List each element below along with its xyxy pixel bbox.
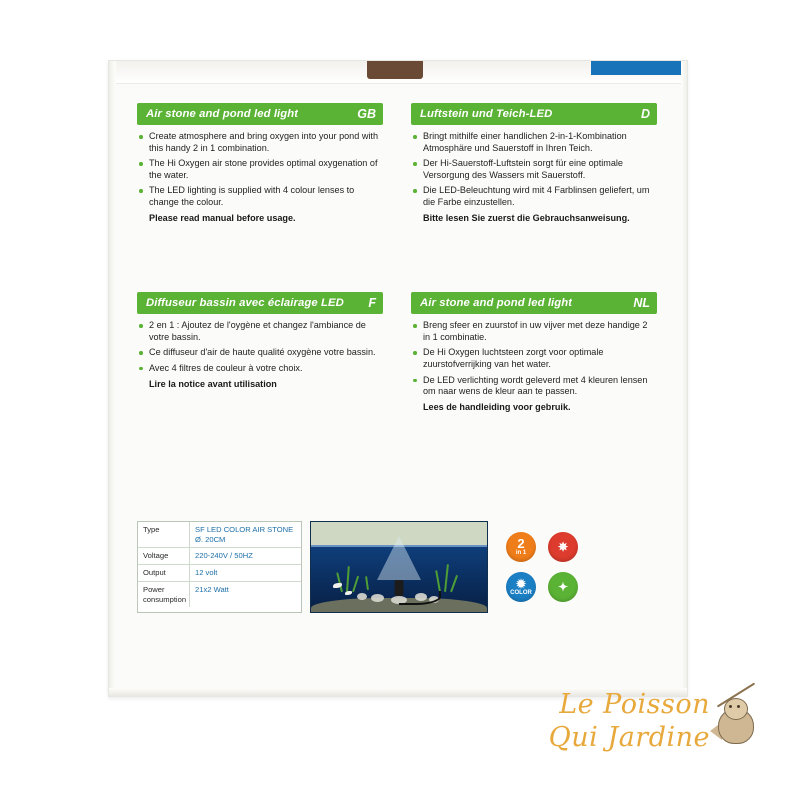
oxygen-badge: [548, 572, 578, 602]
panel-de-note: Bitte lesen Sie zuerst die Gebrauchsanweisung.: [423, 212, 630, 223]
badge-sub: in 1: [515, 550, 527, 556]
list-item: Bringt mithilfe einer handlichen 2-in-1-Kombination Atmosphäre und Sauerstoff in Ihren Teich.: [411, 131, 657, 154]
mascot-eye-left: [729, 705, 732, 708]
panel-fr-header: [137, 292, 383, 314]
spec-value: SF LED COLOR AIR STONE Ø. 20CM: [195, 525, 294, 544]
spec-key: Output: [138, 565, 190, 581]
spec-value: 220-240V / 50HZ: [195, 551, 253, 561]
fish-mascot-icon: [710, 692, 762, 756]
feature-badges: [498, 521, 648, 613]
stone-icon: [357, 593, 367, 600]
badge-value: ✵: [557, 540, 569, 554]
list-item: Die LED-Beleuchtung wird mit 4 Farblinsen geliefert, um die Farbe einzustellen.: [411, 185, 657, 208]
badge-sub: COLOR: [510, 589, 532, 596]
panel-nl-note: Lees de handleiding voor gebruik.: [423, 401, 571, 412]
color-lens-badge: [548, 532, 578, 562]
panel-de-header: [411, 103, 657, 125]
panel-fr-title: Diffuseur bassin avec éclairage LED: [146, 297, 344, 310]
color-change-badge: [506, 572, 536, 602]
panel-de-bullets: [411, 131, 657, 209]
panel-row-bottom: [137, 292, 657, 413]
list-item: De Hi Oxygen luchtsteen zorgt voor optimale zuurstofverrijking van het water.: [411, 347, 657, 370]
panel-gb-language-code: GB: [357, 107, 376, 121]
watermark-logo: [514, 684, 764, 776]
list-item: Breng sfeer en zuurstof in uw vijver met deze handige 2 in 1 combinatie.: [411, 320, 657, 343]
list-item: Der Hi-Sauerstoff-Luftstein sorgt für eine optimale Versorgung des Wassers mit Sauerstoff.: [411, 158, 657, 181]
bottom-info-strip: [137, 521, 657, 613]
box-right-edge: [681, 61, 687, 696]
spec-value: 12 volt: [195, 568, 218, 578]
list-item: 2 en 1 : Ajoutez de l'oygène et changez l'ambiance de votre bassin.: [137, 320, 383, 343]
panel-nl-header: [411, 292, 657, 314]
panel-gb-note: Please read manual before usage.: [149, 212, 296, 223]
watermark-line-2: Qui Jardine: [548, 722, 710, 753]
language-panels: [137, 103, 657, 413]
box-left-edge: [109, 61, 116, 696]
stone-icon: [371, 594, 384, 602]
panel-fr-language-code: F: [368, 296, 376, 311]
mascot-eye-right: [737, 705, 740, 708]
list-item: Create atmosphere and bring oxygen into your pond with this handy 2 in 1 combination.: [137, 131, 383, 154]
panel-row-top: [137, 103, 657, 224]
list-item: De LED verlichting wordt geleverd met 4 kleuren lensen om naar wens de kleur aan te passen.: [411, 375, 657, 398]
led-light-beam: [377, 536, 421, 580]
product-box: [108, 60, 688, 697]
list-item: Ce diffuseur d'air de haute qualité oxygène votre bassin.: [137, 347, 383, 359]
panel-nl-bullets: [411, 320, 657, 398]
panel-nl: [411, 292, 657, 413]
list-item: The Hi Oxygen air stone provides optimal oxygenation of the water.: [137, 158, 383, 181]
panel-nl-language-code: NL: [633, 296, 650, 311]
spec-key: Power consumption: [138, 582, 190, 607]
panel-fr-note: Lire la notice avant utilisation: [149, 378, 277, 389]
panel-nl-title: Air stone and pond led light: [420, 297, 573, 310]
box-top-blue-stripe: [591, 61, 687, 75]
table-row: [138, 548, 301, 565]
panel-fr: [137, 292, 383, 413]
badge-value: ✹: [515, 576, 527, 591]
two-in-one-badge: [506, 532, 536, 562]
panel-gb-header: [137, 103, 383, 125]
spec-key: Voltage: [138, 548, 190, 564]
watermark-text: [514, 688, 710, 754]
spec-table: [137, 521, 302, 613]
list-item: Avec 4 filtres de couleur à votre choix.: [137, 363, 383, 375]
table-row: [138, 582, 301, 607]
spec-value: 21x2 Watt: [195, 585, 229, 595]
badge-value: ✦: [557, 580, 569, 594]
panel-de: [411, 103, 657, 224]
panel-gb-title: Air stone and pond led light: [146, 108, 299, 120]
spec-key: Type: [138, 522, 190, 547]
panel-de-language-code: D: [640, 107, 650, 121]
pond-illustration: [310, 521, 488, 613]
panel-de-title: Luftstein und Teich-LED: [420, 108, 553, 120]
list-item: The LED lighting is supplied with 4 colour lenses to change the colour.: [137, 185, 383, 208]
table-row: [138, 565, 301, 582]
badge-value: 2: [517, 536, 525, 551]
watermark-line-1: Le Poisson: [559, 689, 710, 720]
panel-gb-bullets: [137, 131, 383, 209]
table-row: [138, 522, 301, 548]
mascot-head: [724, 698, 748, 720]
box-top-tab: [367, 61, 423, 79]
panel-gb: [137, 103, 383, 224]
panel-fr-bullets: [137, 320, 383, 374]
